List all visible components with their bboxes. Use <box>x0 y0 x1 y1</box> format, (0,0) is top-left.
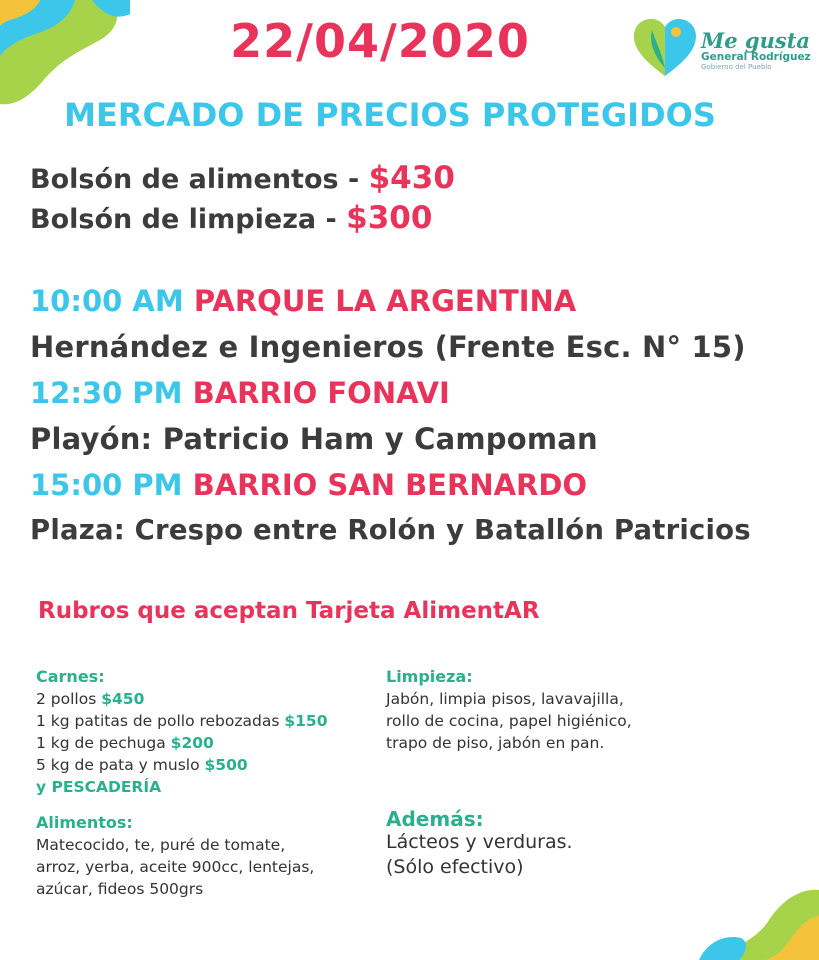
list-item: 2 pollos $450 <box>36 690 145 708</box>
logo-tagline: Gobierno del Pueblo <box>701 63 772 71</box>
schedule-address-1: Hernández e Ingenieros (Frente Esc. N° 15) <box>30 330 746 364</box>
schedule-line-2 <box>30 376 450 410</box>
schedule-address-3: Plaza: Crespo entre Rolón y Batallón Patricios <box>30 514 751 546</box>
list-item: rollo de cocina, papel higiénico, <box>386 712 632 730</box>
list-item: (Sólo efectivo) <box>386 856 524 878</box>
list-item: 5 kg de pata y muslo $500 <box>36 756 248 774</box>
list-item: arroz, yerba, aceite 900cc, lentejas, <box>36 858 315 876</box>
ademas-section <box>386 808 573 880</box>
carnes-section <box>36 666 327 798</box>
bolson-price: $430 <box>368 160 455 196</box>
bolson-label: Bolsón de alimentos - <box>30 164 369 195</box>
pescaderia-text: y PESCADERÍA <box>36 778 162 796</box>
schedule-line-1 <box>30 284 576 318</box>
logo-title: Me gusta <box>701 28 810 53</box>
list-item: Matecocido, te, puré de tomate, <box>36 836 286 854</box>
list-item: azúcar, fideos 500grs <box>36 880 204 898</box>
bolson-alimentos <box>30 160 455 196</box>
schedule-address-2: Playón: Patricio Ham y Campoman <box>30 422 598 456</box>
list-item: 1 kg patitas de pollo rebozadas $150 <box>36 712 328 730</box>
logo-subtitle: General Rodríguez <box>701 51 811 63</box>
limpieza-title: Limpieza: <box>386 667 473 686</box>
list-item: 1 kg de pechuga $200 <box>36 734 214 752</box>
schedule-place: BARRIO FONAVI <box>192 376 450 410</box>
list-item: Jabón, limpia pisos, lavavajilla, <box>386 690 624 708</box>
schedule-place: BARRIO SAN BERNARDO <box>192 468 588 502</box>
schedule-line-3 <box>30 468 587 502</box>
bottom-right-decoration <box>689 880 819 960</box>
alimentos-section <box>36 812 314 900</box>
bolson-label: Bolsón de limpieza - <box>30 204 347 235</box>
carnes-title: Carnes: <box>36 667 105 686</box>
ademas-title: Además: <box>386 807 484 831</box>
bolson-limpieza <box>30 200 432 236</box>
schedule-time: 12:30 PM <box>30 376 193 410</box>
alimentos-title: Alimentos: <box>36 813 133 832</box>
schedule-place: PARQUE LA ARGENTINA <box>193 284 577 318</box>
limpieza-section <box>386 666 632 754</box>
rubros-title: Rubros que aceptan Tarjeta AlimentAR <box>38 598 540 624</box>
market-subtitle: MERCADO DE PRECIOS PROTEGIDOS <box>64 96 716 134</box>
bolson-price: $300 <box>346 200 433 236</box>
list-item: trapo de piso, jabón en pan. <box>386 734 605 752</box>
date-title: 22/04/2020 <box>230 14 530 68</box>
schedule-time: 15:00 PM <box>30 468 193 502</box>
schedule-time: 10:00 AM <box>30 284 194 318</box>
list-item: Lácteos y verduras. <box>386 831 573 853</box>
